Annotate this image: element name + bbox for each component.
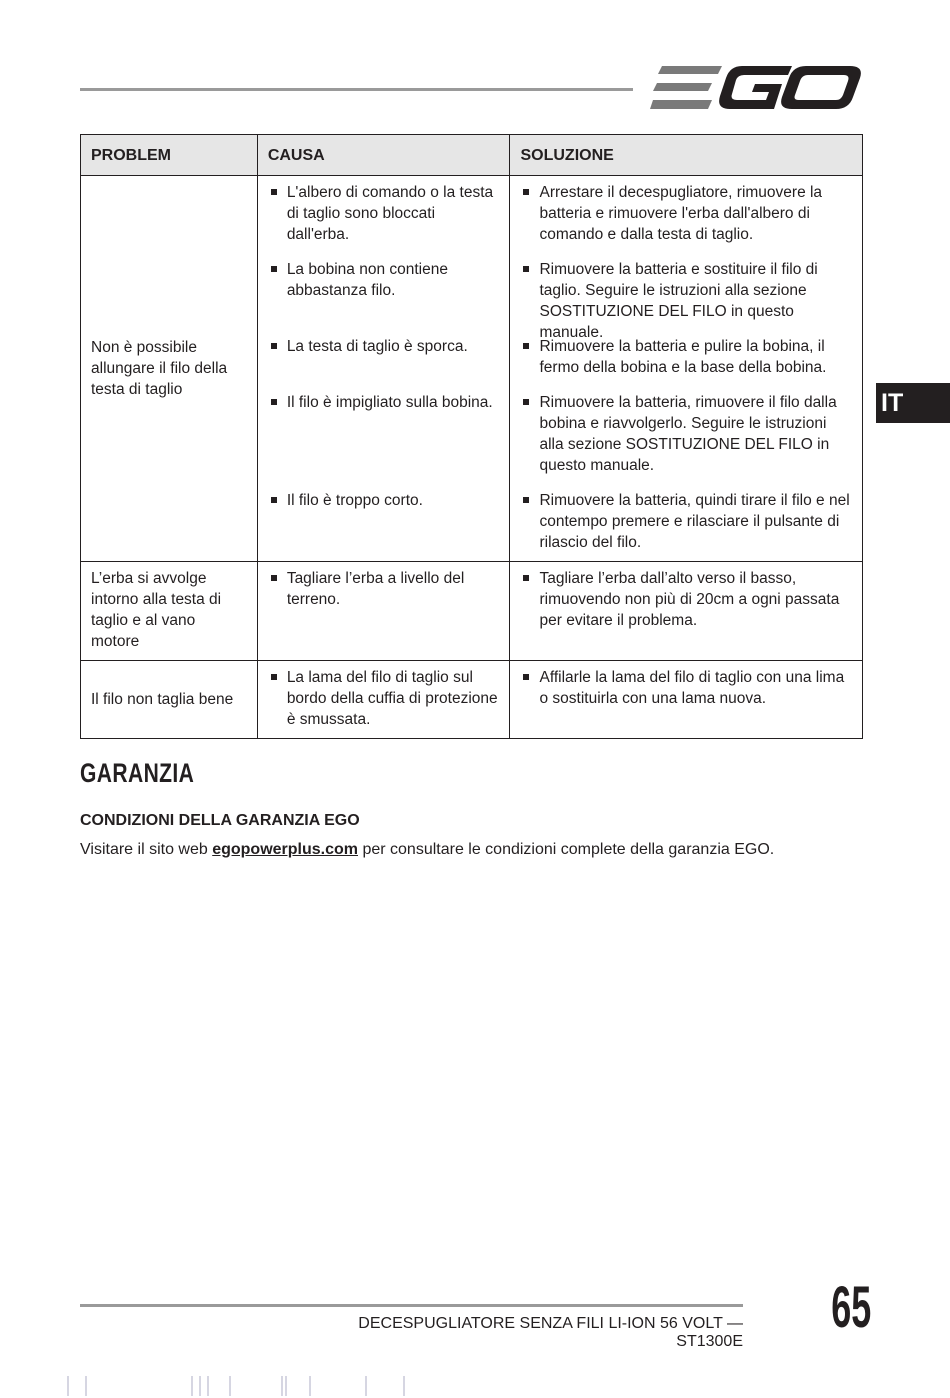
warranty-subtitle: CONDIZIONI DELLA GARANZIA EGO (80, 812, 360, 829)
solution-item: Arrestare il decespugliatore, rimuovere la batteria e rimuovere l'erba dall'albero di comando e dalla testa di taglio. (520, 182, 852, 246)
solution-cell (510, 661, 863, 739)
cause-item: Il filo è troppo corto. (268, 490, 500, 511)
cause-item: Il filo è impigliato sulla bobina. (268, 392, 500, 477)
footer-rule (80, 1304, 743, 1307)
solution-item: Rimuovere la batteria e pulire la bobina, il fermo della bobina e la base della bobina. (520, 336, 852, 379)
header-problem: PROBLEM (81, 135, 258, 176)
problem-cell: Il filo non taglia bene (81, 661, 258, 739)
cause-cell (257, 176, 510, 562)
table-row (81, 661, 863, 739)
logo-e-mark (650, 66, 722, 109)
solution-item: Affilarle la lama del filo di taglio con una lima o sostituirla con una lama nuova. (520, 667, 852, 709)
table-row (81, 562, 863, 661)
header-cause: CAUSA (257, 135, 510, 176)
table-row (81, 176, 863, 562)
language-tab-label: IT (881, 389, 904, 417)
warranty-title: GARANZIA (80, 758, 195, 788)
solution-cell (510, 562, 863, 661)
header-solution: SOLUZIONE (510, 135, 863, 176)
table-header-row (81, 135, 863, 176)
header-rule (80, 88, 633, 91)
cause-item: La lama del filo di taglio sul bordo della cuffia di protezione è smussata. (268, 667, 500, 730)
problem-cell: L’erba si avvolge intorno alla testa di taglio e al vano motore (81, 562, 258, 661)
cause-item: La bobina non contiene abbastanza filo. (268, 259, 500, 323)
cause-cell (257, 562, 510, 661)
warranty-link[interactable]: egopowerplus.com (212, 841, 358, 858)
language-tab (876, 383, 950, 423)
problem-cell: Non è possibile allungare il filo della testa di taglio (81, 176, 258, 562)
page-number: 65 (831, 1275, 872, 1340)
solution-item: Tagliare l’erba dall’alto verso il basso, rimuovendo non più di 20cm a ogni passata per evitare il problema. (520, 568, 852, 631)
solution-cell (510, 176, 863, 562)
warranty-text-before: Visitare il sito web (80, 841, 213, 858)
logo-o-letter (781, 66, 861, 109)
cause-item: La testa di taglio è sporca. (268, 336, 500, 379)
warranty-text-after: per consultare le condizioni complete della garanzia EGO. (358, 841, 775, 858)
ego-logo (650, 62, 862, 114)
solution-item: Rimuovere la batteria, rimuovere il filo dalla bobina e riavvolgerlo. Seguire le istruzioni alla sezione SOSTITUZIONE DEL FILO in questo manuale. (520, 392, 852, 477)
print-marks (0, 1374, 950, 1396)
cause-cell (257, 661, 510, 739)
cause-item: L'albero di comando o la testa di taglio sono bloccati dall'erba. (268, 182, 500, 246)
logo-g-letter (719, 66, 792, 109)
troubleshooting-table (80, 134, 863, 739)
cause-item: Tagliare l’erba a livello del terreno. (268, 568, 500, 610)
footer-product: DECESPUGLIATORE SENZA FILI LI-ION 56 VOLT — ST1300E (358, 1315, 743, 1350)
solution-item: Rimuovere la batteria e sostituire il filo di taglio. Seguire le istruzioni alla sezione SOSTITUZIONE DEL FILO in questo manuale. (520, 259, 852, 323)
warranty-paragraph (80, 841, 774, 859)
solution-item: Rimuovere la batteria, quindi tirare il filo e nel contempo premere e rilasciare il pulsante di rilascio del filo. (520, 490, 852, 553)
